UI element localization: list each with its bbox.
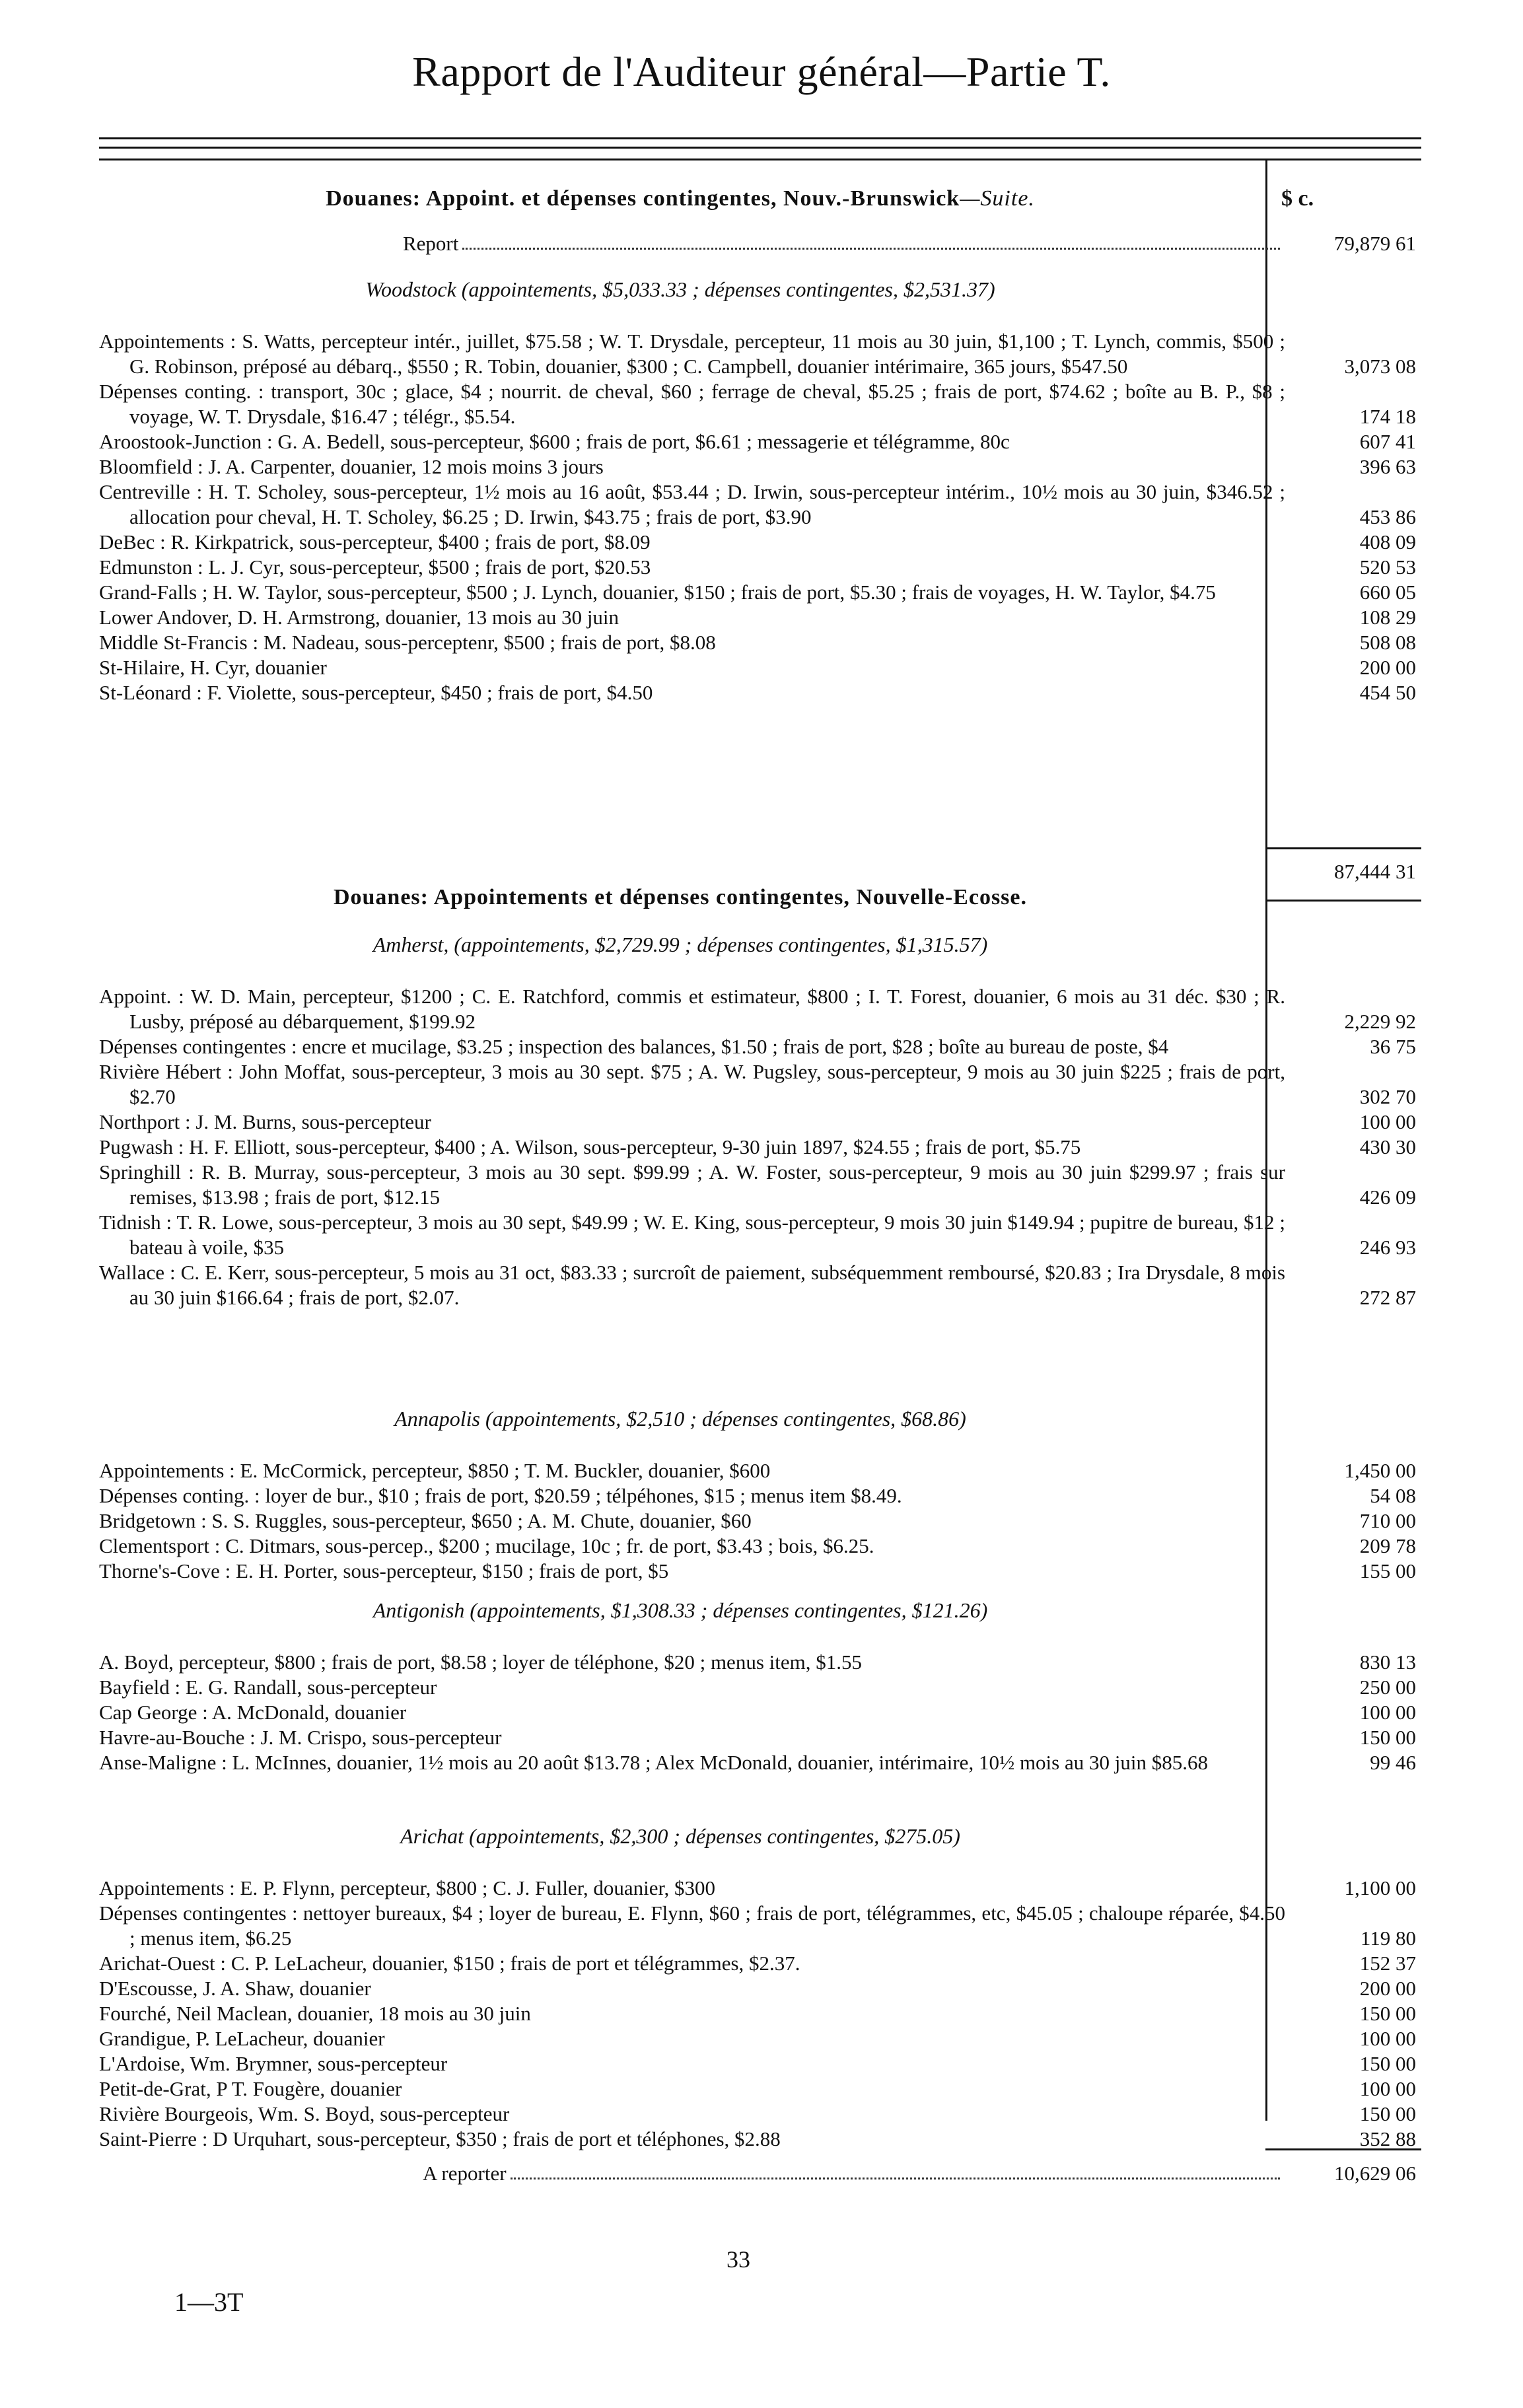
entry-description: Bridgetown : S. S. Ruggles, sous-percepteur, $650 ; A. M. Chute, douanier, $60 (99, 1509, 752, 1532)
entry-amount: 200 00 (1359, 656, 1416, 679)
report-label: Report (403, 232, 459, 255)
header-rule-thin (99, 159, 1421, 160)
ledger-entry (99, 2102, 1421, 2127)
entry-amount: 36 75 (1370, 1035, 1416, 1058)
entry-amount: 99 46 (1370, 1751, 1416, 1774)
section-title-nb (99, 186, 1261, 211)
ledger-entry (99, 580, 1421, 605)
entry-description: Appointements : E. McCormick, percepteur, $850 ; T. M. Buckler, douanier, $600 (99, 1459, 771, 1482)
ledger-entry (99, 1508, 1421, 1534)
reporter-lead (99, 2161, 1421, 2186)
ledger-entry (99, 984, 1421, 1034)
entry-description: Havre-au-Bouche : J. M. Crispo, sous-percepteur (99, 1726, 502, 1749)
nb-total: 87,444 31 (1334, 860, 1416, 883)
entry-amount: 453 86 (1359, 505, 1416, 528)
entry-amount: 272 87 (1359, 1286, 1416, 1309)
entry-description: Appointements : S. Watts, percepteur intér., juillet, $75.58 ; W. T. Drysdale, percepteur, 11 mois au 30 juin, $1,100 ; T. Lynch, commis, $500 ; G. Robinson, préposé au débarq., $550 ; R. Tobin, douanier, $300 ; C. Campbell, douanier intérimaire, 365 jours, $547.50 (99, 330, 1285, 378)
subtitle-amherst: Amherst, (appointements, $2,729.99 ; dépenses contingentes, $1,315.57) (372, 933, 988, 956)
entry-amount: 830 13 (1359, 1650, 1416, 1674)
ledger-entry (99, 1725, 1421, 1750)
entry-amount: 155 00 (1359, 1559, 1416, 1582)
subtotal-rule-nb (1265, 847, 1421, 849)
ledger-entry (99, 1675, 1421, 1700)
ledger-entry (99, 454, 1421, 479)
ledger-entry (99, 429, 1421, 454)
leader-dots (511, 2161, 1280, 2179)
ledger-entry (99, 2026, 1421, 2051)
entry-amount: 454 50 (1359, 681, 1416, 704)
entry-amount: 607 41 (1359, 430, 1416, 453)
entry-description: Appointements : E. P. Flynn, percepteur, $800 ; C. J. Fuller, douanier, $300 (99, 1876, 716, 1899)
entry-amount: 119 80 (1360, 1927, 1416, 1950)
ledger-entry (99, 479, 1421, 530)
entry-amount: 246 93 (1359, 1236, 1416, 1259)
entry-description: Dépenses conting. : transport, 30c ; glace, $4 ; nourrit. de cheval, $60 ; ferrage de cheval, $5.25 ; frais de port, $74.62 ; boîte au B. P., $8 ; voyage, W. T. Drysdale, $16.47 ; télégr., $5.54. (99, 380, 1285, 428)
ledger-entry (99, 1559, 1421, 1584)
arichat-entries (99, 1876, 1421, 2152)
subtotal-rule-nb-under (1265, 900, 1421, 902)
entry-description: Wallace : C. E. Kerr, sous-percepteur, 5 mois au 31 oct, $83.33 ; surcroît de paiement, subséquemment remboursé, $20.83 ; Ira Drysdale, 8 mois au 30 juin $166.64 ; frais de port, $2.07. (99, 1261, 1285, 1309)
ledger-entry (99, 1700, 1421, 1725)
entry-amount: 150 00 (1359, 2052, 1416, 2075)
ledger-entry (99, 2001, 1421, 2026)
ledger-entry (99, 1483, 1421, 1508)
entry-description: Saint-Pierre : D Urquhart, sous-percepteur, $350 ; frais de port et téléphones, $2.88 (99, 2127, 781, 2150)
entry-amount: 100 00 (1359, 2077, 1416, 2100)
report-line (99, 231, 1421, 256)
entry-amount: 152 37 (1359, 1952, 1416, 1975)
reporter-amount: 10,629 06 (1334, 2162, 1416, 2185)
ledger-entry (99, 379, 1421, 429)
entry-description: Northport : J. M. Burns, sous-percepteur (99, 1110, 431, 1133)
ledger-entry (99, 1260, 1421, 1310)
ledger-entry (99, 530, 1421, 555)
ledger-entry (99, 1458, 1421, 1483)
ledger-entry (99, 2051, 1421, 2076)
subtitle-arichat: Arichat (appointements, $2,300 ; dépenses contingentes, $275.05) (400, 1824, 960, 1848)
section-title-nb-main: Douanes: Appoint. et dépenses contingentes, Nouv.-Brunswick (326, 186, 960, 211)
ledger-entry (99, 1059, 1421, 1110)
section-title-nb-tail: —Suite. (960, 186, 1035, 211)
entry-description: Bayfield : E. G. Randall, sous-percepteur (99, 1676, 437, 1699)
entry-description: Aroostook-Junction : G. A. Bedell, sous-percepteur, $600 ; frais de port, $6.61 ; messagerie et télégramme, 80c (99, 430, 1010, 453)
header-rule-bottom (99, 147, 1421, 149)
entry-description: Bloomfield : J. A. Carpenter, douanier, 12 mois moins 3 jours (99, 455, 604, 478)
entry-amount: 100 00 (1359, 1701, 1416, 1724)
report-lead (99, 231, 1421, 256)
entry-description: St-Léonard : F. Violette, sous-percepteur, $450 ; frais de port, $4.50 (99, 681, 653, 704)
entry-description: A. Boyd, percepteur, $800 ; frais de port, $8.58 ; loyer de téléphone, $20 ; menus item, $1.55 (99, 1650, 862, 1674)
ledger-entry (99, 2127, 1421, 2152)
entry-amount: 660 05 (1359, 581, 1416, 604)
entry-amount: 100 00 (1359, 2027, 1416, 2050)
entry-amount: 150 00 (1359, 2102, 1416, 2125)
leader-dots (462, 231, 1280, 250)
ledger-entry (99, 1135, 1421, 1160)
ledger-entry (99, 1650, 1421, 1675)
subtotal-rule-ns (1265, 2148, 1421, 2150)
entry-description: Dépenses contingentes : encre et mucilage, $3.25 ; inspection des balances, $1.50 ; frais de port, $28 ; boîte au bureau de poste, $4 (99, 1035, 1169, 1058)
ledger-entry (99, 655, 1421, 680)
entry-amount: 396 63 (1359, 455, 1416, 478)
reporter-line (99, 2161, 1421, 2186)
ledger-entry (99, 1951, 1421, 1976)
entry-amount: 54 08 (1370, 1484, 1416, 1507)
entry-amount: 1,450 00 (1344, 1459, 1416, 1482)
ledger-entry (99, 1110, 1421, 1135)
entry-description: Petit-de-Grat, P T. Fougère, douanier (99, 2077, 402, 2100)
entry-amount: 508 08 (1359, 631, 1416, 654)
entry-description: Lower Andover, D. H. Armstrong, douanier, 13 mois au 30 juin (99, 606, 620, 629)
entry-description: Clementsport : C. Ditmars, sous-percep., $200 ; mucilage, 10c ; fr. de port, $3.43 ; bois, $6.25. (99, 1534, 874, 1557)
entry-amount: 150 00 (1359, 2002, 1416, 2025)
currency-header: $ c. (1281, 186, 1314, 211)
ledger-entry (99, 1534, 1421, 1559)
entry-description: L'Ardoise, Wm. Brymner, sous-percepteur (99, 2052, 448, 2075)
entry-description: Thorne's-Cove : E. H. Porter, sous-percepteur, $150 ; frais de port, $5 (99, 1559, 669, 1582)
subtitle-antigonish: Antigonish (appointements, $1,308.33 ; dépenses contingentes, $121.26) (372, 1598, 988, 1622)
ledger-entry (99, 2076, 1421, 2102)
entry-description: Middle St-Francis : M. Nadeau, sous-perceptenr, $500 ; frais de port, $8.08 (99, 631, 716, 654)
entry-amount: 3,073 08 (1344, 355, 1416, 378)
ledger-entry (99, 630, 1421, 655)
report-amount: 79,879 61 (1334, 232, 1416, 255)
entry-amount: 108 29 (1359, 606, 1416, 629)
annapolis-entries (99, 1458, 1421, 1584)
entry-amount: 408 09 (1359, 530, 1416, 553)
page-number: 33 (726, 2246, 750, 2273)
entry-amount: 2,229 92 (1344, 1010, 1416, 1033)
ledger-entry (99, 1034, 1421, 1059)
header-rule-top (99, 137, 1421, 139)
entry-description: Dépenses conting. : loyer de bur., $10 ; frais de port, $20.59 ; télpéhones, $15 ; menus item $8.49. (99, 1484, 902, 1507)
entry-description: Pugwash : H. F. Elliott, sous-percepteur, $400 ; A. Wilson, sous-percepteur, 9-30 juin 1897, $24.55 ; frais de port, $5.75 (99, 1135, 1081, 1158)
ledger-entry (99, 1160, 1421, 1210)
entry-amount: 520 53 (1359, 555, 1416, 579)
antigonish-entries (99, 1650, 1421, 1775)
entry-description: DeBec : R. Kirkpatrick, sous-percepteur, $400 ; frais de port, $8.09 (99, 530, 651, 553)
entry-amount: 150 00 (1359, 1726, 1416, 1749)
ledger-entry (99, 1976, 1421, 2001)
ledger-entry (99, 555, 1421, 580)
entry-description: St-Hilaire, H. Cyr, douanier (99, 656, 327, 679)
entry-amount: 209 78 (1359, 1534, 1416, 1557)
entry-description: Rivière Hébert : John Moffat, sous-percepteur, 3 mois au 30 sept. $75 ; A. W. Pugsley, sous-percepteur, 9 mois au 30 juin $225 ; frais de port, $2.70 (99, 1060, 1285, 1108)
entry-amount: 250 00 (1359, 1676, 1416, 1699)
entry-amount: 100 00 (1359, 1110, 1416, 1133)
ledger-entry (99, 329, 1421, 379)
entry-amount: 710 00 (1359, 1509, 1416, 1532)
page-title: Rapport de l'Auditeur général—Partie T. (412, 48, 1111, 95)
nb-entries (99, 329, 1421, 705)
entry-description: Grandigue, P. LeLacheur, douanier (99, 2027, 385, 2050)
subtitle-woodstock: Woodstock (appointements, $5,033.33 ; dépenses contingentes, $2,531.37) (365, 277, 995, 301)
entry-amount: 352 88 (1359, 2127, 1416, 2150)
ledger-entry (99, 1210, 1421, 1260)
ledger-entry (99, 605, 1421, 630)
entry-description: Fourché, Neil Maclean, douanier, 18 mois au 30 juin (99, 2002, 531, 2025)
ledger-entry (99, 1750, 1421, 1775)
entry-description: Dépenses contingentes : nettoyer bureaux, $4 ; loyer de bureau, E. Flynn, $60 ; frais de port, télégrammes, etc, $45.05 ; chaloupe réparée, $4.50 ; menus item, $6.25 (99, 1901, 1285, 1950)
entry-amount: 1,100 00 (1344, 1876, 1416, 1899)
entry-description: D'Escousse, J. A. Shaw, douanier (99, 1977, 371, 2000)
entry-description: Grand-Falls ; H. W. Taylor, sous-percepteur, $500 ; J. Lynch, douanier, $150 ; frais de port, $5.30 ; frais de voyages, H. W. Taylor, $4.75 (99, 581, 1216, 604)
entry-amount: 302 70 (1359, 1085, 1416, 1108)
entry-description: Anse-Maligne : L. McInnes, douanier, 1½ mois au 20 août $13.78 ; Alex McDonald, douanier, intérimaire, 10½ mois au 30 juin $85.68 (99, 1751, 1208, 1774)
entry-description: Edmunston : L. J. Cyr, sous-percepteur, $500 ; frais de port, $20.53 (99, 555, 651, 579)
entry-amount: 430 30 (1359, 1135, 1416, 1158)
ledger-entry (99, 1901, 1421, 1951)
entry-description: Centreville : H. T. Scholey, sous-percepteur, 1½ mois au 16 août, $53.44 ; D. Irwin, sous-percepteur intérim., 10½ mois au 30 juin, $346.52 ; allocation pour cheval, H. T. Scholey, $6.25 ; D. Irwin, $43.75 ; frais de port, $3.90 (99, 480, 1285, 528)
entry-description: Tidnish : T. R. Lowe, sous-percepteur, 3 mois au 30 sept, $49.99 ; W. E. King, sous-percepteur, 9 mois 30 juin $149.94 ; pupitre de bureau, $12 ; bateau à voile, $35 (99, 1211, 1285, 1259)
entry-description: Arichat-Ouest : C. P. LeLacheur, douanier, $150 ; frais de port et télégrammes, $2.37. (99, 1952, 800, 1975)
entry-description: Appoint. : W. D. Main, percepteur, $1200 ; C. E. Ratchford, commis et estimateur, $800 ; I. T. Forest, douanier, 6 mois au 31 déc. $30 ; R. Lusby, préposé au débarquement, $199.92 (99, 985, 1285, 1033)
ledger-entry (99, 680, 1421, 705)
reporter-label: A reporter (423, 2162, 507, 2185)
ledger-entry (99, 1876, 1421, 1901)
entry-description: Springhill : R. B. Murray, sous-percepteur, 3 mois au 30 sept. $99.99 ; A. W. Foster, sous-percepteur, 9 mois au 30 juin $299.97 ; frais sur remises, $13.98 ; frais de port, $12.15 (99, 1160, 1285, 1209)
subtitle-annapolis: Annapolis (appointements, $2,510 ; dépenses contingentes, $68.86) (394, 1407, 966, 1431)
entry-description: Rivière Bourgeois, Wm. S. Boyd, sous-percepteur (99, 2102, 510, 2125)
entry-amount: 174 18 (1359, 405, 1416, 428)
entry-amount: 426 09 (1359, 1186, 1416, 1209)
entry-amount: 200 00 (1359, 1977, 1416, 2000)
printer-signature: 1—3T (174, 2287, 244, 2317)
section-title-ns: Douanes: Appointements et dépenses contingentes, Nouvelle-Ecosse. (333, 885, 1028, 909)
amherst-entries (99, 984, 1421, 1310)
entry-description: Cap George : A. McDonald, douanier (99, 1701, 407, 1724)
